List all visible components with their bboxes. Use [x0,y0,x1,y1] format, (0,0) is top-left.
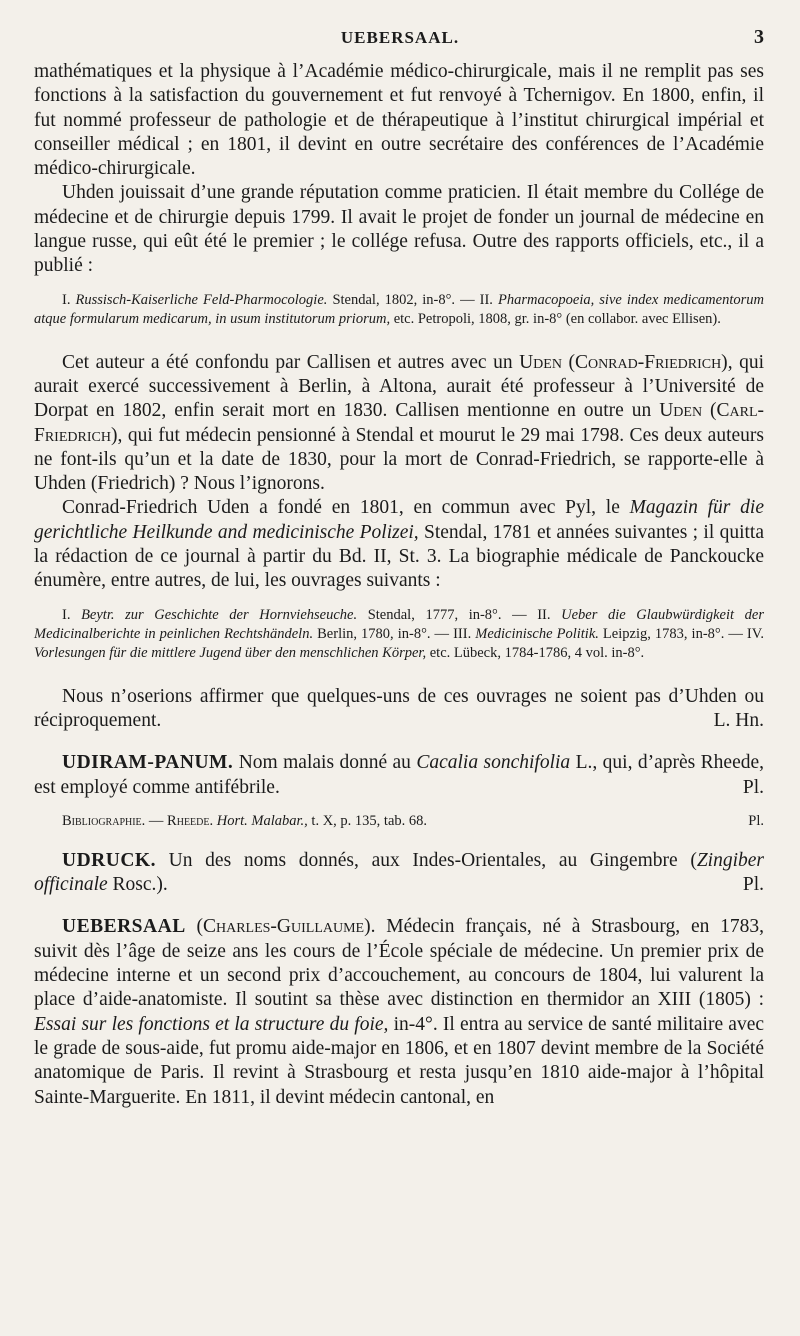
biblio-author: Rheede. [167,812,214,829]
biblio-dash: — [145,812,168,829]
ref2-title-1: Beytr. zur Geschichte der Hornviehseuche. [81,606,358,623]
references-uden [34,606,764,663]
signature-pl-3: Pl. [742,874,764,896]
biblio-label: Bibliographie. [62,812,146,829]
p5-text: Nous n’oserions affirmer que quelques-uns de ces ouvrages ne soient pas d’Uhden ou réciproquement. [34,685,764,731]
running-title: UEBERSAAL. [340,28,460,47]
headword-uebersaal: UEBERSAAL [62,916,186,938]
headword-udruck: UDRUCK. [62,849,156,871]
bibliography-line [34,812,764,831]
ref2-b: Stendal, 1777, in-8°. — II. [357,606,562,623]
paragraph-3 [34,351,764,497]
e1-species: Cacalia sonchifolia [416,752,571,774]
e2-text-2: Rosc.). [107,874,168,896]
ref2-title-3: Medicinische Politik. [475,625,599,642]
biblio-rest: t. X, p. 135, tab. 68. [307,812,428,829]
p3-text-1: Cet auteur a été confondu par Callisen et autres avec un [62,351,520,373]
ref2-d: Leipzig, 1783, in-8°. — IV. [598,625,764,642]
p4-journal-title: Magazin für die gerichtliche Heilkunde and medicinische Polizei, [34,497,764,543]
paragraph-2: Uhden jouissait d’une grande réputation comme praticien. Il était membre du Collége de médecine et de chirurgie depuis 1799. Il avait le projet de fonder un journal de médecine en langue russe, qui eût été le premier ; le collége refusa. Outre des rapports officiels, etc., il a publié : [34,182,764,277]
e2-species: Zingiber officinale [34,849,764,896]
headword-udiram-panum: UDIRAM-PANUM. [62,752,234,774]
page-number: 3 [754,26,764,48]
p3-text-2: , qui aurait exercé successivement à Berlin, à Altona, aurait été professeur à l’Université de Dorpat en 1802, enfin serait mort en 1830. Callisen mentionne en outre un [34,351,764,422]
e3-name: (Charles-Guillaume). [185,916,376,938]
signature-pl-2: Pl. [748,812,764,829]
ref-rest-2: etc. Petropoli, 1808, gr. in-8° (en collabor. avec Ellisen). [390,310,721,327]
ref2-title-2: Ueber die Glaubwürdigkeit der Medicinalberichte in peinlichen Rechtshändeln. [34,606,764,642]
e1-text-1: Nom malais donné au [233,752,417,774]
signature-hn: L. Hn. [713,709,764,731]
ref2-a: I. [62,606,82,623]
p3-name-1: Uden (Conrad-Friedrich) [519,351,728,373]
entry-udruck [34,849,764,898]
ref2-title-4: Vorlesungen für die mittlere Jugend über den menschlichen Körper, [34,644,427,661]
e3-thesis: Essai sur les fonctions et la structure du foie, [34,1013,389,1035]
e3-text-1: Médecin français, né à Strasbourg, en 1783, suivit dès l’âge de seize ans les cours de l’École spéciale de médecine. Un premier prix de médecine interne et un second prix d’accouchement, au concours de 1804, lui valurent la place d’aide-anatomiste. Il soutint sa thèse avec distinction en thermidor an XIII (1805) : [34,916,764,1011]
references-uhden [34,291,764,329]
ref2-c: Berlin, 1780, in-8°. — III. [313,625,476,642]
entry-uebersaal [34,915,764,1109]
running-header [0,28,800,52]
paragraph-1: mathématiques et la physique à l’Académie médico-chirurgicale, mais il ne remplit pas ses fonctions à la satisfaction du gouvernement et fut renvoyé à Tchernigov. En 1800, enfin, il fut nommé professeur de pathologie et de thérapeutique à l’institut chirurgical impérial et conseiller médical ; en 1801, il devint en outre secrétaire des conférences de l’Académie médico-chirurgicale. [34,61,764,180]
ref-prefix: I. [62,291,76,308]
e2-text-1: Un des noms donnés, aux Indes-Orientales, au Gingembre ( [155,849,697,871]
text-column [34,60,764,1110]
e1-text-2: L., qui, d’après Rheede, est employé comme antifébrile. [34,752,765,798]
p4-text-2: Stendal, 1781 et années suivantes ; il quitta la rédaction de ce journal à partir du Bd. II, St. 3. La biographie médicale de Panckoucke énumère, entre autres, de lui, les ouvrages suivants : [34,521,764,592]
entry-udiram-panum [34,751,764,800]
p3-text-3: , qui fut médecin pensionné à Stendal et mourut le 29 mai 1798. Ces deux auteurs ne font-ils qu’un et la date de 1830, pour la mort de Conrad-Friedrich, se rapporte-elle à Uhden (Friedrich) ? Nous l’ignorons. [34,424,764,495]
signature-pl-1: Pl. [742,776,764,798]
p3-name-2: Uden (Carl-Friedrich) [34,400,764,446]
e3-text-2: in-4°. Il entra au service de santé militaire avec le grade de sous-aide, fut promu aide-major en 1806, et en 1807 devint membre de la Société anatomique de Paris. Il revint à Strasbourg et resta jusqu’en 1810 aide-major à l’hôpital Sainte-Marguerite. En 1811, il devint médecin cantonal, en [34,1013,765,1108]
paragraph-5 [34,685,764,734]
p4-text-1: Conrad-Friedrich Uden a fondé en 1801, en commun avec Pyl, le [62,497,630,519]
ref2-e: etc. Lübeck, 1784-1786, 4 vol. in-8°. [426,644,645,661]
ref-title-1: Russisch-Kaiserliche Feld-Pharmocologie. [75,291,328,308]
ref-title-2: Pharmacopoeia, sive index medicamentorum atque formularum medicarum, in usum institutorum priorum, [34,291,764,327]
biblio-title: Hort. Malabar., [216,812,308,829]
ref-rest-1: Stendal, 1802, in-8°. — II. [327,291,498,308]
paragraph-4 [34,496,764,593]
